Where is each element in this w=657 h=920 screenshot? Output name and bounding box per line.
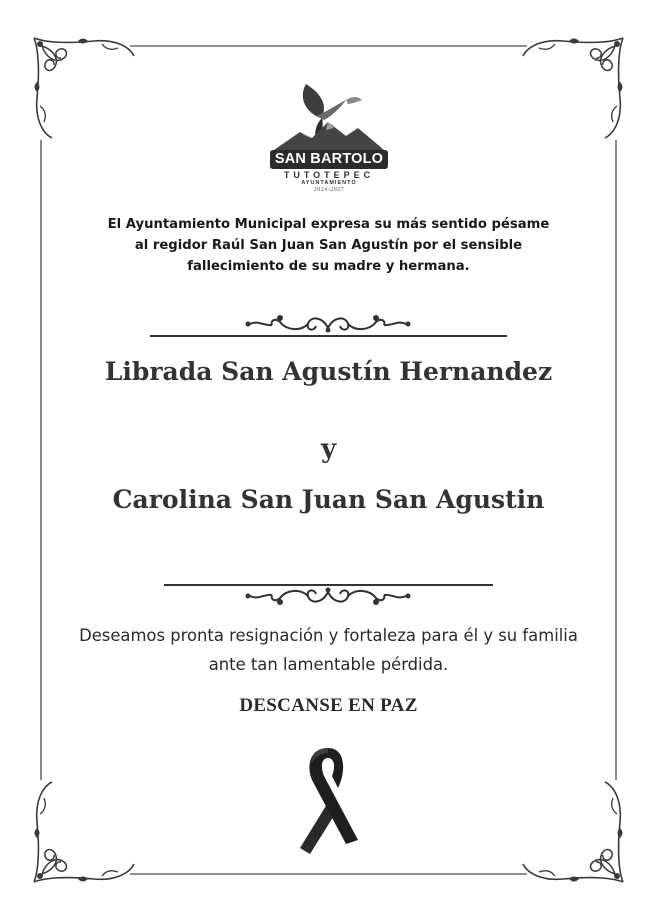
logo-title: SAN BARTOLO — [270, 150, 388, 169]
municipal-logo — [266, 78, 392, 206]
logo-period: 2024-2027 — [313, 187, 345, 193]
deceased-name-first: Librada San Agustín Hernandez — [104, 357, 553, 386]
deceased-name-second: Carolina San Juan San Agustin — [112, 485, 545, 514]
condolence-message: Deseamos pronta resignación y fortaleza para él y su familia ante tan lamentable pérdida. — [79, 626, 578, 674]
corner-flourish-bottom-right-icon — [523, 782, 623, 882]
logo-subtitle: TUTOTEPEC — [283, 170, 375, 180]
name-conjunction: y — [320, 434, 337, 464]
corner-flourish-top-right-icon — [523, 38, 623, 138]
mourning-ribbon-icon — [288, 744, 368, 856]
corner-flourish-top-left-icon — [34, 38, 134, 138]
flourish-divider-top-icon — [150, 310, 507, 342]
corner-flourish-bottom-left-icon — [34, 782, 134, 882]
intro-statement: El Ayuntamiento Municipal expresa su más sentido pésame al regidor Raúl San Juan San Agustín por el sensible fallecimiento de su madre y hermana. — [107, 217, 550, 274]
rest-in-peace-text: DESCANSE EN PAZ — [239, 695, 418, 716]
flourish-divider-bottom-icon — [164, 578, 493, 610]
dove-over-mountains-logo-icon — [266, 78, 392, 156]
logo-label: AYUNTAMIENTO — [301, 180, 357, 186]
